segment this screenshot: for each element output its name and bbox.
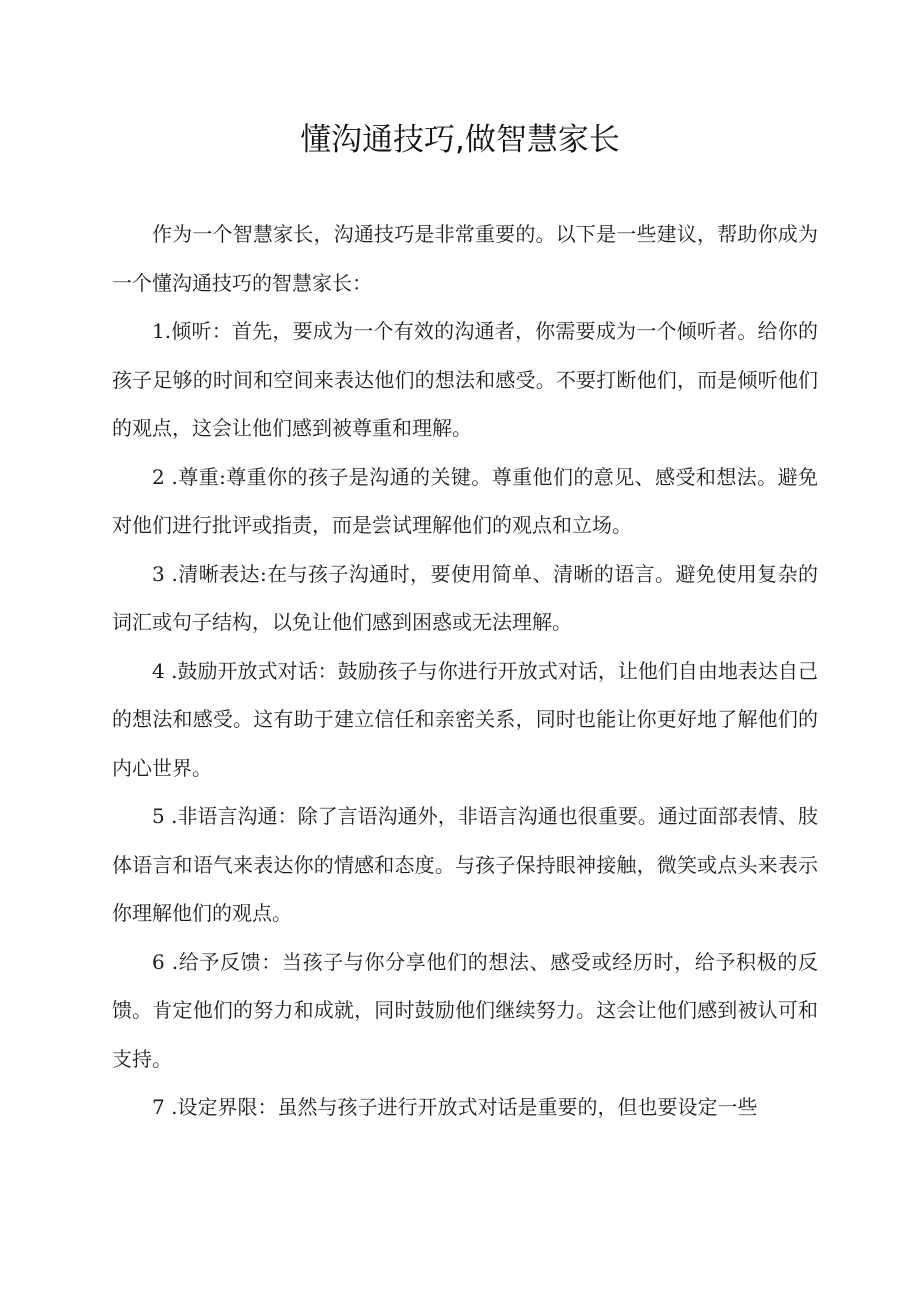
paragraph-boundaries: 7 .设定界限：虽然与孩子进行开放式对话是重要的，但也要设定一些 [152, 1095, 758, 1119]
paragraph-feedback: 6 .给予反馈：当孩子与你分享他们的想法、感受或经历时，给予积极的反馈。肯定他们的努力和成就，同时鼓励他们继续努力。这会让他们感到被认可和支持。 [112, 949, 818, 1071]
paragraph-respect: 2 .尊重:尊重你的孩子是沟通的关键。尊重他们的意见、感受和想法。避免对他们进行批评或指责，而是尝试理解他们的观点和立场。 [112, 464, 818, 537]
paragraph-listening: 1.倾听：首先，要成为一个有效的沟通者，你需要成为一个倾听者。给你的孩子足够的时间和空间来表达他们的想法和感受。不要打断他们，而是倾听他们的观点，这会让他们感到被尊重和理解。 [112, 319, 818, 440]
paragraph-open-dialogue: 4 .鼓励开放式对话：鼓励孩子与你进行开放式对话，让他们自由地表达自己的想法和感受。这有助于建立信任和亲密关系，同时也能让你更好地了解他们的内心世界。 [112, 658, 818, 780]
paragraph-clear-expression: 3 .清晰表达:在与孩子沟通时，要使用简单、清晰的语言。避免使用复杂的词汇或句子结构，以免让他们感到困惑或无法理解。 [112, 561, 818, 634]
page-title: 懂沟通技巧,做智慧家长 [300, 122, 620, 158]
paragraph-nonverbal: 5 .非语言沟通：除了言语沟通外，非语言沟通也很重要。通过面部表情、肢体语言和语气来表达你的情感和态度。与孩子保持眼神接触，微笑或点头来表示你理解他们的观点。 [112, 804, 818, 925]
intro-paragraph: 作为一个智慧家长，沟通技巧是非常重要的。以下是一些建议，帮助你成为一个懂沟通技巧的智慧家长： [112, 222, 818, 295]
document-body [112, 210, 818, 1132]
